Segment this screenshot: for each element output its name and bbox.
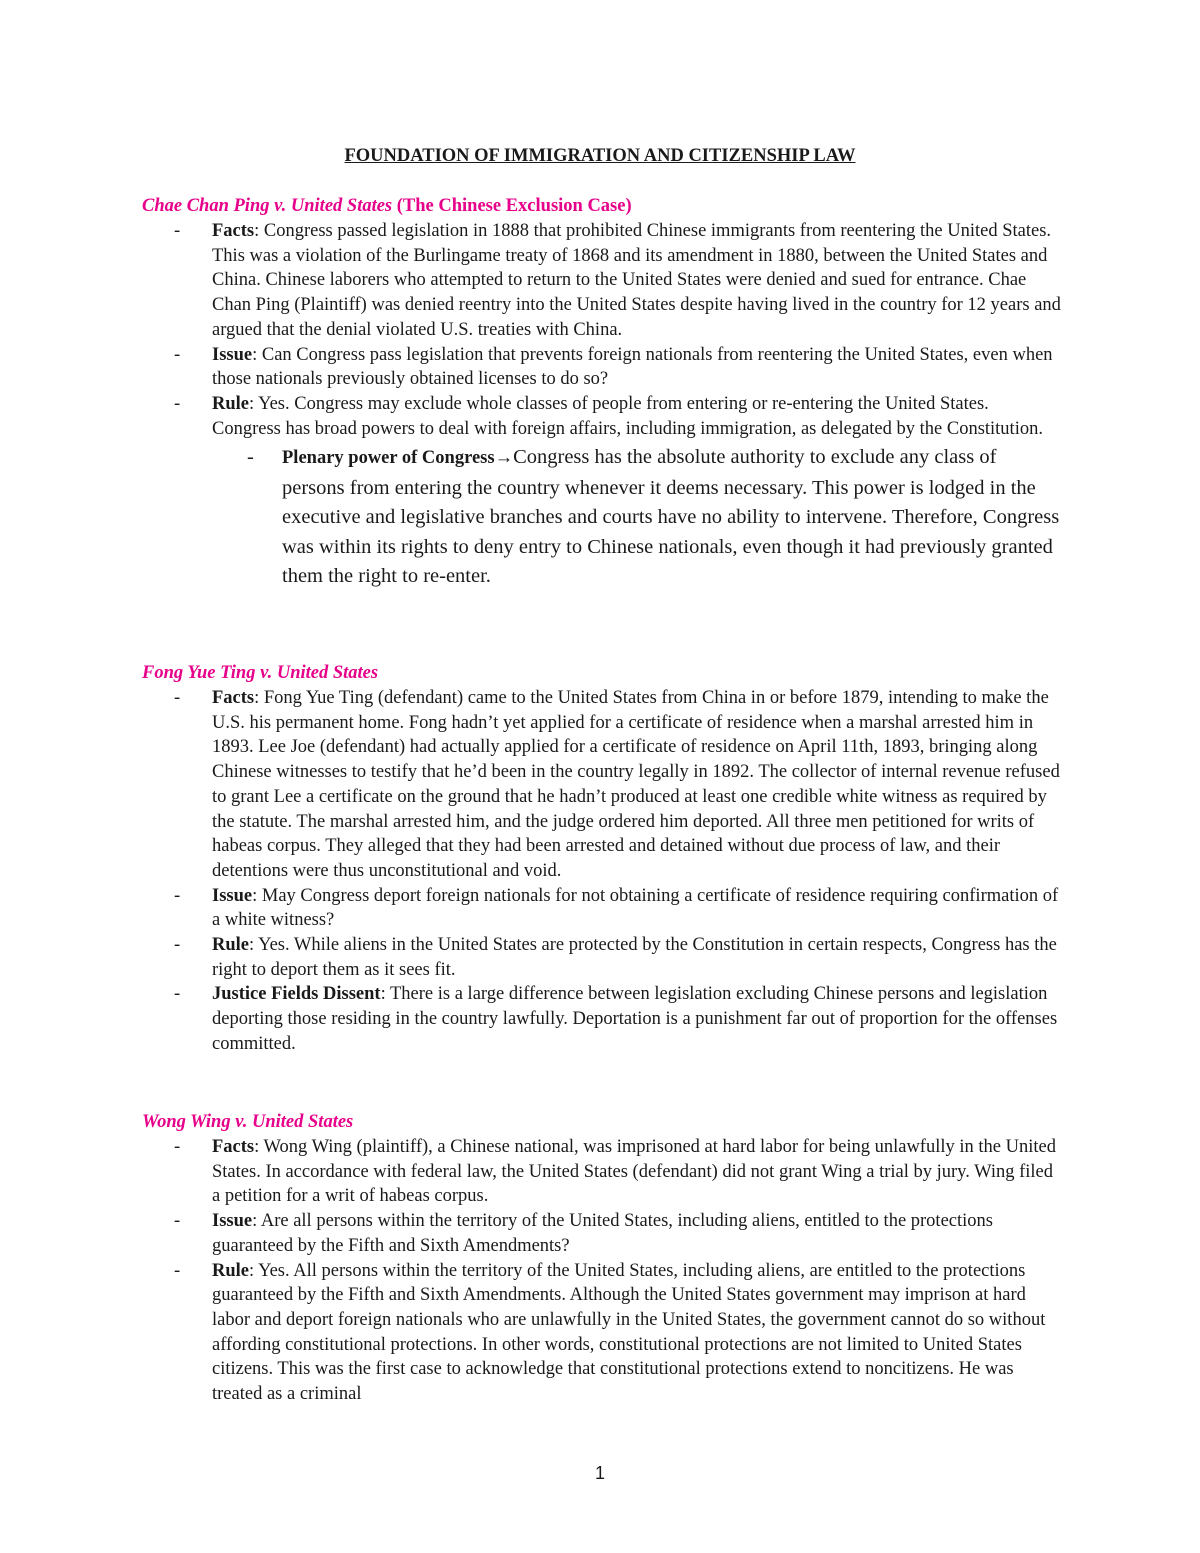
point-text: : May Congress deport foreign nationals for not obtaining a certificate of residence requiring confirmation of a white witness? bbox=[212, 885, 1059, 931]
list-item-facts bbox=[142, 1135, 1062, 1209]
point-text: : Yes. Congress may exclude whole classes of people from entering or re-entering the United States. Congress has broad powers to deal with foreign affairs, including immigration, as delegated by the Constitution. bbox=[212, 393, 1043, 439]
subpoint-text: Congress has the absolute authority to exclude any class of persons from entering the country whenever it deems necessary. This power is lodged in the executive and legislative branches and courts have no ability to intervene. Therefore, Congress was within its rights to deny entry to Chinese nationals, even though it had previously granted them the right to re-enter. bbox=[282, 446, 1060, 588]
case-chae-chan-ping bbox=[142, 193, 1062, 592]
list-item-dissent bbox=[142, 982, 1062, 1056]
list-item-issue bbox=[142, 343, 1062, 392]
list-item-issue bbox=[142, 884, 1062, 933]
case-name: Wong Wing v. United States bbox=[142, 1112, 354, 1132]
point-label: Facts bbox=[212, 221, 255, 241]
case-name: Fong Yue Ting v. United States bbox=[142, 663, 379, 683]
point-text: : Wong Wing (plaintiff), a Chinese national, was imprisoned at hard labor for being unlawfully in the United States. In accordance with federal law, the United States (defendant) did not grant Wing a trial by jury. Wing filed a petition for a writ of habeas corpus. bbox=[212, 1137, 1056, 1207]
point-label: Facts bbox=[212, 1137, 255, 1157]
point-text: : There is a large difference between legislation excluding Chinese persons and legislation deporting those residing in the country lawfully. Deportation is a punishment far out of proportion for the offenses committed. bbox=[212, 984, 1058, 1054]
point-label: Issue bbox=[212, 344, 253, 365]
point-text: : Fong Yue Ting (defendant) came to the United States from China in or before 1879, intending to make the U.S. his permanent home. Fong hadn’t yet applied for a certificate of residence when a marshal arrested him in 1893. Lee Joe (defendant) had actually applied for a certificate of residence on April 11th, 1893, bringing along Chinese witnesses to testify that he’d been in the country legally in 1892. The collector of internal revenue refused to grant Lee a certificate on the ground that he hadn’t produced at least one credible white witness as required by the statute. The marshal arrested him, and the judge ordered him deported. All three men petitioned for writs of habeas corpus. They alleged that they had been arrested and detained without due process of law, and their detentions were thus unconstitutional and void. bbox=[212, 688, 1060, 881]
point-label: Rule bbox=[212, 393, 249, 414]
list-item-rule bbox=[142, 1259, 1062, 1407]
point-text: : Yes. All persons within the territory of the United States, including aliens, are entitled to the protections guaranteed by the Fifth and Sixth Amendments. Although the United States government may imprison at hard labor and deport foreign nationals who are unlawfully in the United States, the government cannot do so without affording constitutional protections. In other words, constitutional protections are not limited to United States citizens. This was the first case to acknowledge that constitutional protections extend to noncitizens. He was treated as a criminal bbox=[212, 1260, 1046, 1405]
arrow-icon: → bbox=[494, 448, 514, 469]
subpoint-label: Plenary power of Congress bbox=[282, 448, 495, 469]
case-alias: (The Chinese Exclusion Case) bbox=[392, 196, 632, 216]
point-text: : Congress passed legislation in 1888 that prohibited Chinese immigrants from reentering the United States. This was a violation of the Burlingame treaty of 1868 and its amendment in 1880, between the United States and China. Chinese laborers who attempted to return to the United States were denied and sued for entrance. Chae Chan Ping (Plaintiff) was denied reentry into the United States despite having lived in the country for 12 years and argued that the denial violated U.S. treaties with China. bbox=[212, 221, 1061, 340]
list-item-facts bbox=[142, 686, 1062, 884]
case-name: Chae Chan Ping v. United States bbox=[142, 196, 393, 216]
list-item-plenary-power bbox=[142, 443, 1062, 592]
page-number: 1 bbox=[594, 1463, 605, 1483]
document-title: FOUNDATION OF IMMIGRATION AND CITIZENSHIP LAW bbox=[344, 146, 856, 166]
list-item-issue bbox=[142, 1209, 1062, 1258]
case-fong-yue-ting bbox=[142, 660, 1062, 1057]
case-points bbox=[142, 1135, 1062, 1407]
point-label: Issue bbox=[212, 1211, 253, 1232]
case-points bbox=[142, 686, 1062, 1057]
case-heading bbox=[142, 660, 1062, 686]
case-wong-wing bbox=[142, 1109, 1062, 1407]
point-text: : Yes. While aliens in the United States are protected by the Constitution in certain respects, Congress has the right to deport them as it sees fit. bbox=[212, 935, 1057, 980]
case-heading bbox=[142, 193, 1062, 219]
case-heading bbox=[142, 1109, 1062, 1135]
point-label: Justice Fields Dissent bbox=[212, 984, 381, 1005]
point-label: Rule bbox=[212, 1260, 249, 1281]
point-label: Rule bbox=[212, 935, 249, 956]
point-text: : Are all persons within the territory of the United States, including aliens, entitled to the protections guaranteed by the Fifth and Sixth Amendments? bbox=[212, 1211, 993, 1256]
point-text: : Can Congress pass legislation that prevents foreign nationals from reentering the United States, even when those nationals previously obtained licenses to do so? bbox=[212, 344, 1053, 390]
list-item-facts bbox=[142, 219, 1062, 343]
point-label: Facts bbox=[212, 688, 255, 708]
point-label: Issue bbox=[212, 885, 253, 906]
case-points bbox=[142, 219, 1062, 592]
sub-points bbox=[212, 443, 1062, 592]
list-item-rule bbox=[142, 933, 1062, 982]
list-item-rule bbox=[142, 392, 1062, 592]
